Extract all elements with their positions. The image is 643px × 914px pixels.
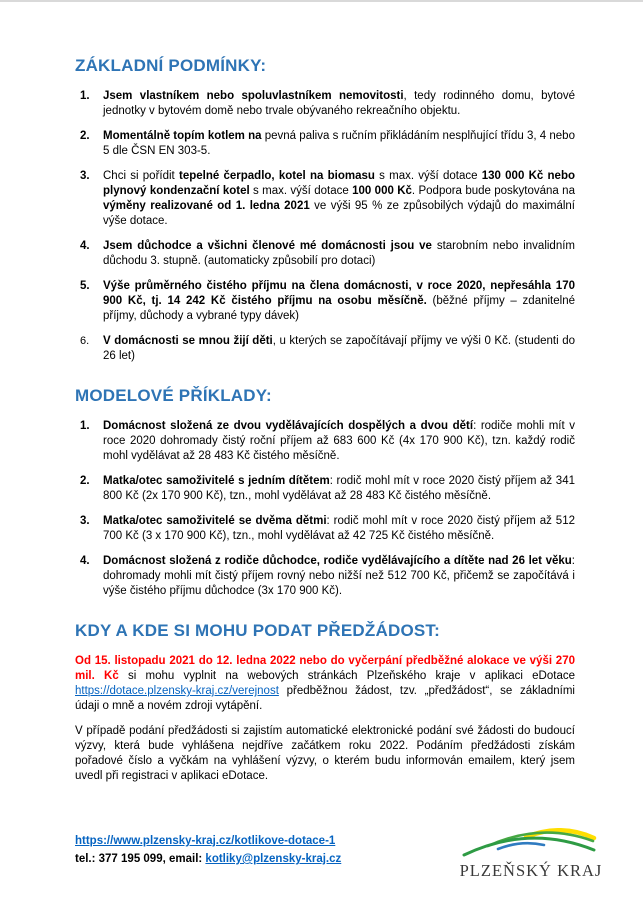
basic-conditions-heading: ZÁKLADNÍ PODMÍNKY: (75, 56, 267, 75)
list-number: 1. (80, 90, 90, 102)
text-segment: : rodič mohl mít v roce 2020 čistý příjem až 512 700 Kč (3 x 170 900 Kč), tzn., mohl vydělávat až 42 725 Kč čistého měsíčně. (103, 515, 575, 542)
text-segment: předběžnou žádost, tzv. „předžádost“, se základními údaji o mně a novém zdroji vytápění. (75, 685, 575, 712)
logo-text: PLZEŇSKÝ KRAJ (459, 861, 603, 880)
text-segment: Od 15. listopadu 2021 do 12. ledna 2022 nebo do vyčerpání předběžné alokace ve výši 270 mil. Kč (75, 655, 575, 682)
text-segment: s max. výší dotace (253, 185, 353, 197)
section-basic-conditions (75, 56, 575, 364)
text-segment: , tedy rodinného domu, bytové jednotky v bytovém domě nebo trvale obývaného rekreačního objektu. (103, 90, 575, 117)
list-text (103, 239, 575, 269)
list-number: 2. (80, 475, 90, 487)
text-segment: výměny realizované od 1. ledna 2021 (103, 200, 315, 212)
list-item (75, 239, 575, 269)
text-segment: Matka/otec samoživitelé se dvěma dětmi (103, 515, 327, 527)
text-segment: Domácnost složená ze dvou vydělávajících dospělých a dvou dětí (103, 420, 474, 432)
text-segment: : rodič mohl mít v roce 2020 čistý příjem až 341 800 Kč (2x 170 900 Kč), tzn., mohl vydělávat až 28 483 Kč čistého měsíčně. (103, 475, 575, 502)
plzensky-kraj-logo (456, 828, 606, 881)
list-text (103, 474, 575, 504)
list-text (103, 554, 575, 599)
list-item (75, 554, 575, 599)
text-segment: Chci si pořídit (103, 170, 179, 182)
list-text (103, 279, 575, 324)
text-segment: pevná paliva s ručním přikládáním nesplňující třídu 3, 4 nebo 5 dle ČSN EN 303-5. (103, 130, 575, 157)
text-segment: : rodiče mohli mít v roce 2020 dohromady čistý roční příjem až 683 600 Kč (4x 170 900 Kč), tzn. každý rodič mohl vydělávat až 28 483 Kč čistého měsíčně. (103, 420, 576, 462)
list-number: 2. (80, 130, 90, 142)
list-item (75, 419, 575, 464)
document-body (75, 56, 575, 806)
footer-contact-block (75, 832, 341, 868)
list-text (103, 334, 575, 364)
text-segment: Jsem důchodce a všichni členové mé domácnosti jsou ve (103, 240, 437, 252)
application-process-paragraph (75, 724, 575, 784)
list-item (75, 169, 575, 229)
when-where-apply-heading: KDY A KDE SI MOHU PODAT PŘEDŽÁDOST: (75, 621, 440, 640)
text-segment: V domácnosti se mnou žijí děti (103, 335, 273, 347)
list-number: 5. (80, 280, 90, 292)
text-segment: ve výši 95 % ze způsobilých výdajů do maximální výše dotace. (103, 200, 576, 227)
list-number: 1. (80, 420, 90, 432)
email-link[interactable]: kotliky@plzensky-kraj.cz (205, 853, 342, 865)
text-segment: , u kterých se započítávají příjmy ve výši 0 Kč. (studenti do 26 let) (103, 335, 575, 362)
list-number: 3. (80, 170, 90, 182)
application-info-paragraph (75, 654, 575, 714)
contact-info: tel.: 377 195 099, email: (75, 853, 206, 865)
text-segment: 130 000 Kč nebo plynový kondenzační kotel (103, 170, 575, 197)
text-segment: Jsem vlastníkem nebo spoluvlastníkem nemovitosti (103, 90, 404, 102)
list-number: 3. (80, 515, 90, 527)
list-text (103, 129, 575, 159)
list-item (75, 514, 575, 544)
inline-link[interactable]: https://dotace.plzensky-kraj.cz/verejnost (75, 685, 279, 697)
list-text (103, 169, 575, 229)
list-number: 6. (80, 335, 90, 347)
text-segment: 100 000 Kč (352, 185, 412, 197)
list-text (103, 89, 575, 119)
text-segment: : dohromady mohli mít čistý příjem rovný nebo nižší než 512 700 Kč, přičemž se započítává i výše čistého příjmu důchodce (3x 170 900 Kč). (103, 555, 575, 597)
website-link[interactable]: https://www.plzensky-kraj.cz/kotlikove-dotace-1 (75, 835, 336, 847)
list-number: 4. (80, 240, 90, 252)
basic-conditions-list (75, 89, 575, 364)
text-segment: V případě podání předžádosti si zajistím automatické elektronické podání své žádosti do budoucí výzvy, která bude vyhlášena nejdříve začátkem roku 2022. Podáním předžádosti získám pořadové číslo a vyčkám na vyhlášení výzvy, o kterém budu informován emailem, který jsem uvedl při registraci v aplikaci eDotace. (75, 725, 575, 782)
model-examples-heading: MODELOVÉ PŘÍKLADY: (75, 386, 272, 405)
text-segment: Výše průměrného čistého příjmu na člena domácnosti, v roce 2020, nepřesáhla 170 900 Kč, tj. 14 242 Kč čistého příjmu na osobu měsíčně. (103, 280, 575, 307)
text-segment: Domácnost složená z rodiče důchodce, rodiče vydělávajícího a dítěte nad 26 let věku (103, 555, 572, 567)
model-examples-list (75, 419, 575, 599)
text-segment: starobním nebo invalidním důchodu 3. stupně. (automaticky způsobilí pro dotaci) (103, 240, 575, 267)
section-model-examples (75, 386, 575, 599)
list-text (103, 514, 575, 544)
text-segment: tepelné čerpadlo, kotel na biomasu (179, 170, 380, 182)
list-item (75, 279, 575, 324)
text-segment: . Podpora bude poskytována na (411, 185, 575, 197)
list-text (103, 419, 575, 464)
list-item (75, 474, 575, 504)
list-item (75, 89, 575, 119)
section-when-where-apply (75, 621, 575, 784)
text-segment: Momentálně topím kotlem na (103, 130, 265, 142)
text-segment: s max. výší dotace (379, 170, 482, 182)
text-segment: Matka/otec samoživitelé s jedním dítětem (103, 475, 330, 487)
logo-arcs-icon (456, 828, 606, 860)
list-item (75, 129, 575, 159)
text-segment: (běžné příjmy – zdanitelné příjmy, důchody a vybrané typy dávek) (103, 295, 575, 322)
text-segment: si mohu vyplnit na webových stránkách Plzeňského kraje v aplikaci eDotace (118, 670, 575, 682)
list-item (75, 334, 575, 364)
list-number: 4. (80, 555, 90, 567)
